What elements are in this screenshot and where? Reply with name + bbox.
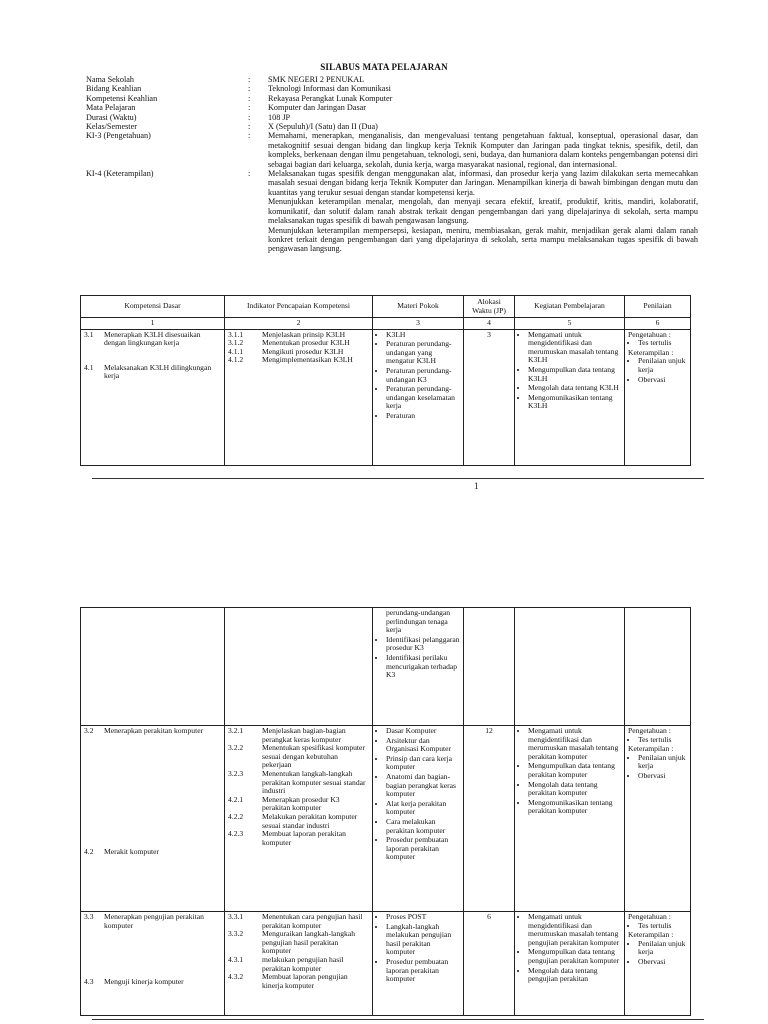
info-value [268, 84, 698, 93]
kegiatan-cell-item: • Mengolah data tentang perakitan komputer [528, 781, 621, 798]
keterampilan-list [628, 940, 687, 967]
materi-pokok-cell-item: • Identifikasi pelanggaran prosedur K3 [386, 636, 460, 653]
info-separator: : [248, 169, 251, 179]
materi-pokok-cell-item: • Peraturan [386, 412, 460, 421]
alokasi-waktu-cell: 6 [464, 912, 515, 1016]
indikator-item [228, 796, 369, 813]
kd-item [84, 331, 221, 348]
table-row [81, 329, 691, 465]
indikator-item [228, 913, 369, 930]
indikator-text: Menentukan prosedur K3LH [262, 338, 350, 348]
indikator-cell [225, 329, 373, 465]
kd-item [84, 978, 221, 987]
indikator-text: Menentukan langkah-langkah perakitan komputer sesuai standar industri [262, 768, 366, 796]
keterampilan-list [628, 754, 687, 781]
document-title: SILABUS MATA PELAJARAN [320, 62, 448, 72]
kegiatan-cell-item: • Mengomunikasikan tentang perakitan komputer [528, 799, 621, 816]
info-paragraph: Rekayasa Perangkat Lunak Komputer [268, 93, 393, 103]
penilaian-cell [625, 726, 691, 912]
table-row [81, 726, 691, 912]
kd-text: Melaksanakan K3LH dilingkungan kerja [104, 362, 212, 381]
kegiatan-cell-list [518, 913, 621, 984]
keterampilan-item: • Obervasi [638, 772, 687, 781]
indikator-text: Membuat laporan perakitan komputer [262, 829, 346, 847]
kd-item [84, 364, 221, 381]
indikator-number: 4.2.3 [228, 829, 244, 839]
indikator-item [228, 956, 369, 973]
info-row [86, 103, 698, 112]
materi-pokok-cell [373, 329, 464, 465]
info-separator: : [248, 131, 251, 141]
materi-pokok-cell-item: • Prosedur pembuatan laporan perakitan komputer [386, 958, 460, 984]
keterampilan-label: Keterampilan : [628, 744, 674, 754]
indikator-number: 4.3.1 [228, 954, 244, 964]
info-paragraph: Komputer dan Jaringan Dasar [268, 103, 366, 113]
materi-pokok-cell-list [376, 913, 460, 984]
info-paragraph: Memahami, menerapkan, menganalisis, dan mengevaluasi tentang pengetahuan faktual, konseptual, operasional dasar, dan metakognitif sesuai dengan bidang dan lingkup kerja Teknik Komputer dan Jaringan pada tingkat teknis, spesifik, detil, dan kompleks, berkenaan dengan ilmu pengetahuan, teknologi, seni, budaya, dan humaniora dalam konteks pengembangan potensi diri sebagai bagian dari keluarga, sekolah, dunia kerja, warga masyarakat nasional, regional, dan internasional. [268, 131, 698, 169]
indikator-text: Menjelaskan bagian-bagian perangkat keras komputer [262, 726, 346, 744]
penilaian-cell [625, 608, 691, 726]
info-separator: : [248, 75, 251, 84]
materi-pokok-cell-list [376, 727, 460, 862]
indikator-number: 3.3.1 [228, 912, 244, 921]
materi-pokok-cell [373, 726, 464, 912]
materi-pokok-cell-item: • Dasar Komputer [386, 727, 460, 736]
materi-pokok-cell-list [376, 331, 460, 421]
pengetahuan-label: Pengetahuan : [628, 329, 671, 339]
info-paragraph: SMK NEGERI 2 PENUKAL [268, 75, 365, 84]
materi-pokok-cell-item: • Peraturan perundang-undangan yang mengatur K3LH [386, 340, 460, 366]
materi-pokok-cell-item: • Peraturan perundang-undangan K3 [386, 367, 460, 384]
column-header: Materi Pokok [373, 296, 464, 318]
kegiatan-cell [515, 608, 625, 726]
indikator-number: 3.3.2 [228, 929, 244, 939]
column-header: Kompetensi Dasar [81, 296, 225, 318]
column-header: Alokasi Waktu (JP) [464, 296, 515, 318]
kd-text: Menerapkan K3LH disesuaikan dengan lingkungan kerja [104, 329, 201, 348]
kompetensi-dasar-cell [81, 608, 225, 726]
kegiatan-cell-item: • Mengamati untuk mengidentifikasi dan merumuskan masalah tentang K3LH [528, 331, 621, 365]
materi-pokok-cell [373, 608, 464, 726]
info-paragraph: X (Sepuluh)/I (Satu) dan II (Dua) [268, 122, 378, 132]
indikator-text: Membuat laporan pengujian kinerja komputer [262, 972, 348, 990]
indikator-cell [225, 726, 373, 912]
kd-number: 3.2 [84, 726, 94, 735]
kegiatan-cell-list [518, 727, 621, 816]
column-number: 6 [625, 318, 691, 330]
info-separator: : [248, 84, 251, 94]
kompetensi-dasar-cell [81, 912, 225, 1016]
indikator-number: 3.2.3 [228, 768, 244, 778]
info-label: Nama Sekolah [86, 75, 134, 84]
materi-pokok-cell-item: • Arsitektur dan Organisasi Komputer [386, 737, 460, 754]
kd-text: Merakit komputer [104, 846, 160, 856]
syllabus-table-page-2 [80, 607, 691, 1016]
keterampilan-label: Keterampilan : [628, 347, 674, 357]
indikator-number: 4.1.1 [228, 346, 244, 356]
pengetahuan-list [628, 736, 687, 745]
column-header: Penilaian [625, 296, 691, 318]
indikator-number: 4.1.2 [228, 355, 244, 365]
indikator-text: Mengikuti prosedur K3LH [262, 346, 344, 356]
alokasi-waktu-cell: 3 [464, 329, 515, 465]
indikator-number: 4.3.2 [228, 972, 244, 982]
materi-pokok-cell-item: • Prosedur pembuatan laporan perakitan komputer [386, 836, 460, 862]
indikator-text: melakukan pengujian hasil perakitan komputer [262, 954, 344, 973]
kegiatan-cell-item: • Mengomunikasikan tentang K3LH [528, 394, 621, 411]
indikator-text: Menguraikan langkah-langkah pengujian hasil perakitan komputer [262, 929, 355, 956]
materi-pokok-cell-item: • Identifikasi perilaku mencurigakan terhadap K3 [386, 654, 460, 680]
indikator-text: Menentukan spesifikasi komputer sesuai dengan kebutuhan pekerjaan [262, 743, 365, 770]
keterampilan-list [628, 357, 687, 384]
page-footer-rule [92, 478, 704, 479]
kd-number: 4.3 [84, 977, 94, 987]
kegiatan-cell-item: • Mengolah data tentang pengujian perakitan [528, 967, 621, 984]
info-row [86, 113, 698, 122]
info-value [268, 94, 698, 103]
indikator-item [228, 356, 369, 365]
materi-pokok-cell-list [376, 609, 460, 680]
info-label: KI-4 (Keterampilan) [86, 169, 154, 179]
indikator-number: 3.1.1 [228, 329, 244, 339]
kegiatan-cell-item: • Mengumpulkan data tentang perakitan komputer [528, 762, 621, 779]
alokasi-waktu-cell [464, 608, 515, 726]
info-label: Durasi (Waktu) [86, 112, 137, 122]
info-value [268, 131, 698, 169]
pengetahuan-list [628, 922, 687, 931]
kegiatan-cell-item: • Mengamati untuk mengidentifikasi dan merumuskan masalah tentang pengujian perakitan komputer [528, 913, 621, 947]
indikator-number: 3.2.1 [228, 726, 244, 735]
indikator-item [228, 973, 369, 990]
materi-pokok-cell-item: • K3LH [386, 331, 460, 340]
penilaian-cell [625, 329, 691, 465]
info-label: Kelas/Semester [86, 122, 137, 132]
info-separator: : [248, 112, 251, 122]
info-value [268, 122, 698, 131]
info-label: Bidang Keahlian [86, 84, 142, 94]
keterampilan-item: • Obervasi [638, 376, 687, 385]
pengetahuan-item: • Tes tertulis [638, 736, 687, 745]
info-row [86, 131, 698, 169]
column-header: Kegiatan Pembelajaran [515, 296, 625, 318]
kegiatan-cell [515, 912, 625, 1016]
kd-item [84, 848, 221, 857]
info-row [86, 122, 698, 131]
materi-pokok-cell-item: • Langkah-langkah melakukan pengujian hasil perakitan komputer [386, 923, 460, 957]
info-separator: : [248, 103, 251, 113]
info-row [86, 169, 698, 254]
pengetahuan-label: Pengetahuan : [628, 726, 671, 735]
kd-item [84, 727, 221, 736]
info-row [86, 75, 698, 84]
indikator-item [228, 830, 369, 847]
materi-pokok-cell-item: • Peraturan perundang-undangan keselamatan kerja [386, 385, 460, 411]
keterampilan-label: Keterampilan : [628, 930, 674, 940]
indikator-text: Menjelaskan prinsip K3LH [262, 329, 346, 339]
kd-item [84, 913, 221, 930]
indikator-item [228, 770, 369, 796]
syllabus-table-page-1 [80, 295, 691, 466]
kegiatan-cell-item: • Mengamati untuk mengidentifikasi dan merumuskan masalah tentang perakitan komputer [528, 727, 621, 761]
table-row [81, 912, 691, 1016]
materi-pokok-cell-item: • Alat kerja perakitan komputer [386, 800, 460, 817]
indikator-number: 4.2.1 [228, 794, 244, 804]
column-header: Indikator Pencapaian Kompetensi [225, 296, 373, 318]
column-number: 5 [515, 318, 625, 330]
indikator-number: 3.2.2 [228, 743, 244, 753]
continuation-row [81, 608, 691, 726]
kegiatan-cell [515, 329, 625, 465]
indikator-text: Mengimplementasikan K3LH [262, 355, 353, 365]
materi-pokok-cell [373, 912, 464, 1016]
info-label: Mata Pelajaran [86, 103, 136, 113]
kd-text: Menerapkan pengujian perakitan komputer [104, 912, 204, 930]
info-separator: : [248, 93, 251, 103]
pengetahuan-list [628, 339, 687, 348]
kd-number: 4.1 [84, 362, 94, 372]
column-number: 1 [81, 318, 225, 330]
kd-text: Menerapkan perakitan komputer [104, 726, 204, 735]
indikator-item [228, 744, 369, 770]
kegiatan-cell [515, 726, 625, 912]
info-separator: : [248, 122, 251, 132]
info-label: KI-3 (Pengetahuan) [86, 131, 151, 141]
kegiatan-cell-item: • Mengolah data tentang K3LH [528, 384, 621, 393]
info-value [268, 113, 698, 122]
info-value [268, 169, 698, 254]
column-number: 3 [373, 318, 464, 330]
materi-pokok-cell-item: perundang-undangan perlindungan tenaga kerja [386, 608, 451, 635]
kegiatan-cell-item: • Mengumpulkan data tentang K3LH [528, 366, 621, 383]
info-value [268, 103, 698, 112]
page-number: 1 [474, 481, 479, 491]
indikator-number: 3.1.2 [228, 338, 244, 348]
page-footer-rule-2 [92, 1019, 704, 1020]
kd-number: 3.3 [84, 912, 94, 921]
pengetahuan-item: • Tes tertulis [638, 339, 687, 348]
kompetensi-dasar-cell [81, 726, 225, 912]
indikator-item [228, 727, 369, 744]
info-paragraph: 108 JP [268, 112, 291, 122]
pengetahuan-label: Pengetahuan : [628, 912, 671, 921]
indikator-item [228, 930, 369, 956]
keterampilan-item: • Penilaian unjuk kerja [638, 940, 687, 957]
info-paragraph: Menunjukkan keterampilan menalar, mengolah, dan menyaji secara efektif, kreatif, produktif, kritis, mandiri, kolaboratif, komunikatif, dan solutif dalam ranah abstrak terkait dengan pengembangan dari yang dipelajarinya di sekolah, serta mampu melaksanakan tugas spesifik di bawah pengawasan langsung. [268, 197, 698, 226]
info-paragraph: Teknologi Informasi dan Komunikasi [268, 84, 391, 94]
keterampilan-item: • Obervasi [638, 958, 687, 967]
info-value [268, 75, 698, 84]
indikator-cell [225, 912, 373, 1016]
kd-number: 3.1 [84, 329, 94, 339]
kegiatan-cell-item: • Mengumpulkan data tentang pengujian perakitan komputer [528, 948, 621, 965]
materi-pokok-cell-item: • Anatomi dan bagian-bagian perangkat keras komputer [386, 773, 460, 799]
info-paragraph: Menunjukkan keterampilan mempersepsi, kesiapan, meniru, membiasakan, gerak mahir, menjadikan gerak alami dalam ranah konkret terkait dengan pengembangan dari yang dipelajarinya di sekolah, serta mampu melaksanakan tugas spesifik di bawah pengawasan langsung. [268, 225, 698, 254]
indikator-text: Menerapkan prosedur K3 perakitan komputer [262, 794, 340, 813]
kd-number: 4.2 [84, 846, 94, 856]
keterampilan-item: • Penilaian unjuk kerja [638, 357, 687, 374]
info-label: Kompetensi Keahlian [86, 93, 158, 103]
identity-block [86, 75, 698, 254]
indikator-cell [225, 608, 373, 726]
kegiatan-cell-list [518, 331, 621, 411]
kd-text: Menguji kinerja komputer [104, 977, 184, 987]
indikator-number: 4.2.2 [228, 811, 244, 821]
indikator-item [228, 813, 369, 830]
kompetensi-dasar-cell [81, 329, 225, 465]
materi-pokok-cell-item: • Proses POST [386, 913, 460, 922]
column-number: 4 [464, 318, 515, 330]
info-row [86, 94, 698, 103]
materi-pokok-cell-item: • Prinsip dan cara kerja komputer [386, 755, 460, 772]
info-paragraph: Melaksanakan tugas spesifik dengan menggunakan alat, informasi, dan prosedur kerja yang lazim dilakukan serta memecahkan masalah sesuai dengan bidang kerja Teknik Komputer dan Jaringan. Menampilkan kinerja di bawah bimbingan dengan mutu dan kuantitas yang terukur sesuai dengan standar kompetensi kerja. [268, 169, 698, 197]
pengetahuan-item: • Tes tertulis [638, 922, 687, 931]
materi-pokok-cell-item: • Cara melakukan perakitan komputer [386, 818, 460, 835]
keterampilan-item: • Penilaian unjuk kerja [638, 754, 687, 771]
penilaian-cell [625, 912, 691, 1016]
indikator-text: Menentukan cara pengujian hasil perakitan komputer [262, 912, 363, 930]
indikator-text: Melakukan perakitan komputer sesuai standar industri [262, 811, 358, 830]
column-number: 2 [225, 318, 373, 330]
info-row [86, 84, 698, 93]
alokasi-waktu-cell: 12 [464, 726, 515, 912]
